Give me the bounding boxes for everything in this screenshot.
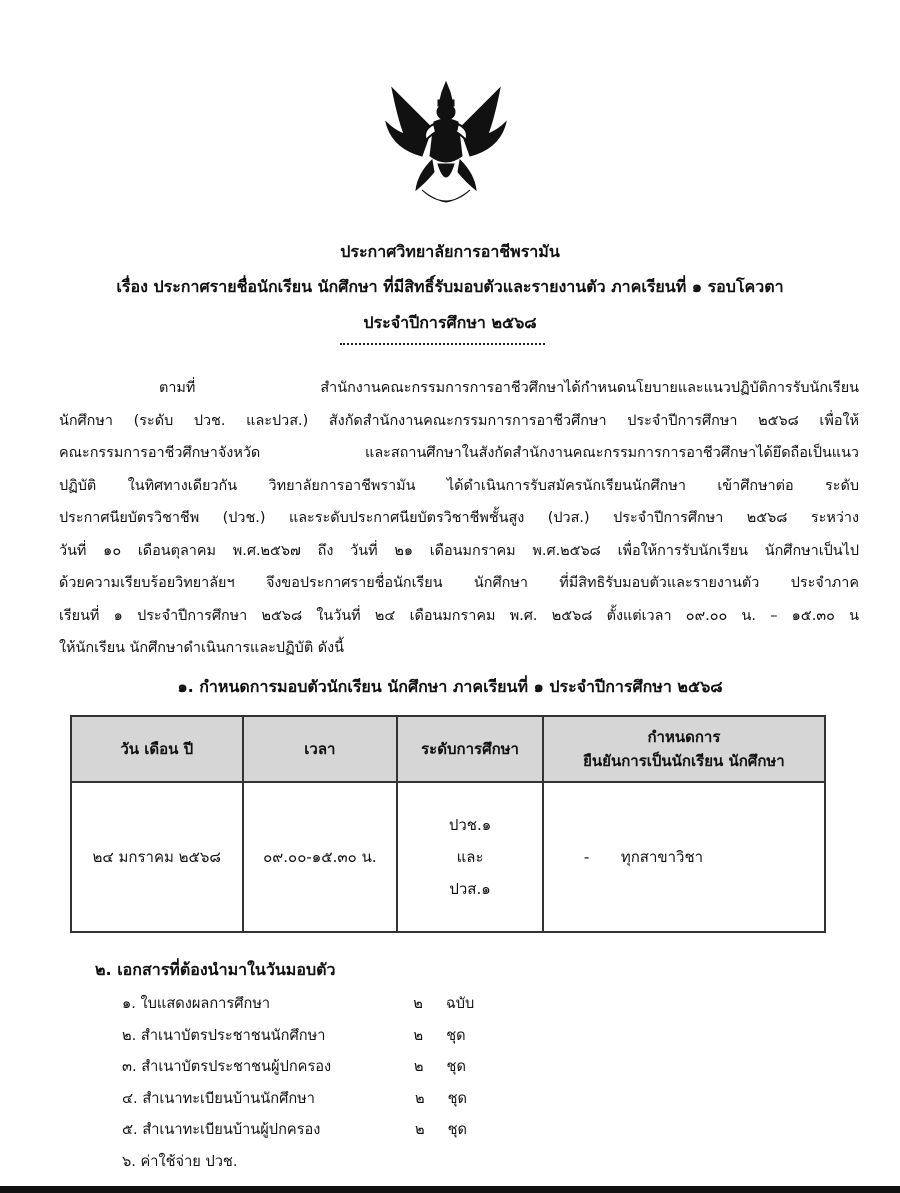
page-bottom-edge — [0, 1186, 900, 1193]
body-line: เรียนที่ ๑ ประจำปีการศึกษา ๒๕๖๘ ในวันที่ ๒๔ เดือนมกราคม พ.ศ. ๒๕๖๘ ตั้งแต่เวลา ๐๙.๐๐ น. – ๑๕.๓๐ น — [59, 607, 859, 624]
body-line: วันที่ ๑๐ เดือนตุลาคม พ.ศ.๒๕๖๗ ถึง วันที่ ๒๑ เดือนมกราคม พ.ศ.๒๕๖๘ เพื่อให้การรับนักเรียน นักศึกษาเป็นไป — [59, 542, 859, 559]
schedule-table — [70, 715, 826, 933]
list-item — [122, 988, 474, 1020]
item-number: ๖. — [122, 1152, 136, 1170]
level-high-vocational: ปวส.๑ — [449, 880, 491, 898]
garuda-emblem-icon — [382, 78, 510, 212]
cell-date: ๒๔ มกราคม ๒๕๖๘ — [71, 782, 243, 932]
body-line: คณะกรรมการอาชีวศึกษาจังหวัด และสถานศึกษาในสังกัดสำนักงานคณะกรรมการการอาชีวศึกษาได้ยึดถือเป็นแนว — [59, 445, 859, 461]
item-qty: ๒ — [413, 995, 423, 1012]
item-number: ๕. — [122, 1121, 138, 1138]
body-line: ให้นักเรียน นักศึกษาดำเนินการและปฏิบัติ ดังนี้ — [59, 640, 344, 656]
item-unit: ชุด — [446, 1026, 466, 1044]
list-item — [122, 1051, 474, 1083]
confirm-text: ทุกสาขาวิชา — [620, 848, 704, 866]
header-time: เวลา — [243, 716, 398, 782]
title-divider — [340, 343, 545, 345]
cell-confirm — [543, 782, 825, 932]
body-line: ตามที่ สำนักงานคณะกรรมการการอาชีวศึกษาได้กำหนดนโยบายและแนวปฏิบัติการรับนักเรียน — [159, 380, 859, 396]
cell-level — [397, 782, 543, 932]
item-unit: ชุด — [447, 1121, 467, 1138]
body-paragraph — [59, 372, 859, 665]
header-level: ระดับการศึกษา — [397, 716, 543, 782]
announcement-title: ประกาศวิทยาลัยการอาชีพรามัน — [340, 242, 560, 261]
item-name: ใบแสดงผลการศึกษา — [140, 995, 271, 1012]
table-header-row — [71, 716, 825, 782]
level-and: และ — [456, 848, 484, 866]
item-name: สำเนาทะเบียนบ้านผู้ปกครอง — [142, 1121, 321, 1138]
list-item — [122, 1083, 474, 1115]
item-unit: ชุด — [447, 1089, 467, 1107]
body-line: นักศึกษา (ระดับ ปวช. และปวส.) สังกัดสำนักงานคณะกรรมการการอาชีวศึกษา ประจำปีการศึกษา ๒๕๖๘ เพื่อให้ — [59, 412, 859, 429]
list-item — [122, 1114, 474, 1146]
bullet-dash: - — [583, 848, 590, 866]
announcement-subject: เรื่อง ประกาศรายชื่อนักเรียน นักศึกษา ที่มีสิทธิ์รับมอบตัวและรายงานตัว ภาคเรียนที่ ๑ รอบโควตา — [116, 277, 784, 296]
item-unit: ชุด — [446, 1058, 466, 1075]
item-name: ค่าใช้จ่าย ปวช. — [140, 1152, 238, 1170]
header-confirm-line2: ยืนยันการเป็นนักเรียน นักศึกษา — [583, 752, 785, 770]
item-number: ๒. — [122, 1026, 137, 1044]
item-name: สำเนาบัตรประชาชนผู้ปกครอง — [141, 1058, 332, 1075]
cell-time: ๐๙.๐๐-๑๕.๓๐ น. — [243, 782, 398, 932]
item-number: ๔. — [122, 1089, 138, 1107]
body-line: ประกาศนียบัตรวิชาชีพ (ปวช.) และระดับประกาศนียบัตรวิชาชีพชั้นสูง (ปวส.) ประจำปีการศึกษา ๒๕๖๘ ระหว่าง — [59, 510, 859, 526]
list-item — [122, 1146, 474, 1178]
documents-list — [122, 988, 474, 1177]
header-confirm — [543, 716, 825, 782]
item-qty: ๒ — [413, 1026, 424, 1044]
list-item — [122, 1020, 474, 1052]
item-qty: ๒ — [414, 1089, 425, 1107]
announcement-year: ประจำปีการศึกษา ๒๕๖๘ — [363, 313, 537, 332]
item-qty: ๒ — [414, 1121, 425, 1138]
item-name: สำเนาบัตรประชาชนนักศึกษา — [140, 1026, 326, 1044]
body-line: ปฏิบัติ ในทิศทางเดียวกัน วิทยาลัยการอาชีพรามัน ได้ดำเนินการรับสมัครนักเรียนนักศึกษา เข้าศึกษาต่อ ระดับ — [59, 477, 859, 494]
item-number: ๑. — [122, 995, 136, 1012]
item-name: สำเนาทะเบียนบ้านนักศึกษา — [142, 1089, 315, 1107]
section1-heading: ๑. กำหนดการมอบตัวนักเรียน นักศึกษา ภาคเรียนที่ ๑ ประจำปีการศึกษา ๒๕๖๘ — [177, 677, 723, 696]
item-unit: ฉบับ — [445, 995, 475, 1012]
level-vocational: ปวช.๑ — [448, 816, 492, 834]
header-date: วัน เดือน ปี — [71, 716, 243, 782]
body-line: ด้วยความเรียบร้อยวิทยาลัยฯ จึงขอประกาศรายชื่อนักเรียน นักศึกษา ที่มีสิทธิรับมอบตัวและรายงานตัว ประจำภาค — [59, 575, 859, 591]
item-qty: ๒ — [413, 1058, 424, 1075]
item-number: ๓. — [122, 1058, 137, 1075]
table-row — [71, 782, 825, 932]
section2-heading: ๒. เอกสารที่ต้องนำมาในวันมอบตัว — [95, 960, 336, 979]
header-confirm-line1: กำหนดการ — [647, 728, 721, 746]
